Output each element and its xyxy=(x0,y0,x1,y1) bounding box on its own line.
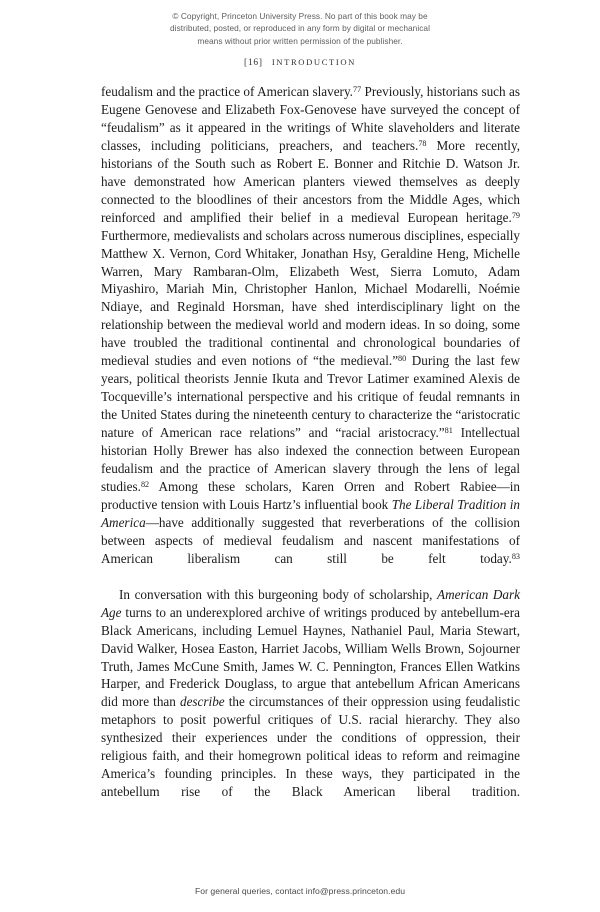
footnote-marker: 79 xyxy=(511,210,520,220)
italic-title: describe xyxy=(179,694,225,710)
paragraph-1: feudalism and the practice of American slavery.$^{77}$ Previously, historians such as Eugene Genovese and Elizabeth Fox-Genovese have surveyed the concept of “feudalism” as it appeared in the writings of White slaveholders and literate classes, including politicians, preachers, and teachers.$^{78}$ More recently, historians of the South such as Robert E. Bonner and Ritchie D. Watson Jr. have demonstrated how American planters viewed themselves as deeply connected to the bloodlines of their ancestors from the Middle Ages, which reinforced and amplified their belief in a medieval European heritage.$^{79}$ Furthermore, medievalists and scholars across numerous disciplines, especially Matthew X. Vernon, Cord Whitaker, Jonathan Hsy, Geraldine Heng, Michelle Warren, Mary Rambaran-Olm, Elizabeth West, Sierra Lomuto, Adam Miyashiro, Mariah Min, Christopher Hanlon, Michael Modarelli, Noémie Ndiaye, and Reginald Horsman, have shed interdisciplinary light on the relationship between the medieval world and modern ideas. In so doing, some have troubled the traditional continental and chronological boundaries of medieval studies and even notions of “the medieval.”$^{80}$ During the last few years, political theorists Jennie Ikuta and Trevor Latimer examined Alexis de Tocqueville’s international perspective and his critique of feudal remnants in the United States during the nineteenth century to characterize the “aristocratic nature of American race relations” and “racial aristocracy.”$^{81}$ Intellectual historian Holly Brewer has also indexed the connection between European feudalism and the practice of American slavery through the lens of legal studies.$^{82}$ Among these scholars, Karen Orren and Robert Rabiee—in productive tension with Louis Hartz’s influential book The Liberal Tradition in America—have additionally suggested that reverberations of the collision between aspects of medieval feudalism and nascent manifestations of American liberalism can still be felt today.$^{83}$ xyxy=(101,84,520,566)
copyright-line-1: © Copyright, Princeton University Press. No part of this book may be xyxy=(172,11,428,21)
italic-title: American Dark Age xyxy=(101,586,520,620)
running-head xyxy=(0,57,600,68)
paragraph-2: In conversation with this burgeoning body of scholarship, American Dark Age turns to an underexplored archive of writings produced by antebellum-era Black Americans, including Lemuel Haynes, Nathaniel Paul, Maria Stewart, David Walker, Hosea Easton, Harriet Jacobs, William Wells Brown, Sojourner Truth, James McCune Smith, James W. C. Pennington, Frances Ellen Watkins Harper, and Frederick Douglass, to argue that antebellum African Americans did more than describe the circumstances of their oppression using feudalistic metaphors to posit powerful critiques of U.S. racial hierarchy. They also synthesized their experiences under the conditions of oppression, their religious faith, and their homegrown political ideas to reform and reimagine America’s founding principles. In these ways, they participated in the antebellum rise of the Black American liberal tradition. xyxy=(101,586,520,800)
footnote-marker: 77 xyxy=(352,84,362,94)
copyright-notice xyxy=(100,10,500,47)
footnote-marker: 80 xyxy=(398,354,407,364)
footnote-marker: 82 xyxy=(140,479,150,489)
running-head-title: INTRODUCTION xyxy=(271,57,356,67)
footnote-marker: 81 xyxy=(444,425,453,435)
footnote-marker: 78 xyxy=(418,138,427,148)
copyright-line-2: distributed, posted, or reproduced in any form by digital or mechanical xyxy=(170,23,430,34)
footnote-marker: 83 xyxy=(511,551,520,561)
page-footer: For general queries, contact info@press.princeton.edu xyxy=(194,886,406,896)
copyright-line-3: means without prior written permission of the publisher. xyxy=(197,35,403,46)
italic-title: The Liberal Tradition in America xyxy=(101,496,520,530)
page-folio: [16] xyxy=(244,58,263,68)
page-text-block xyxy=(101,83,520,819)
